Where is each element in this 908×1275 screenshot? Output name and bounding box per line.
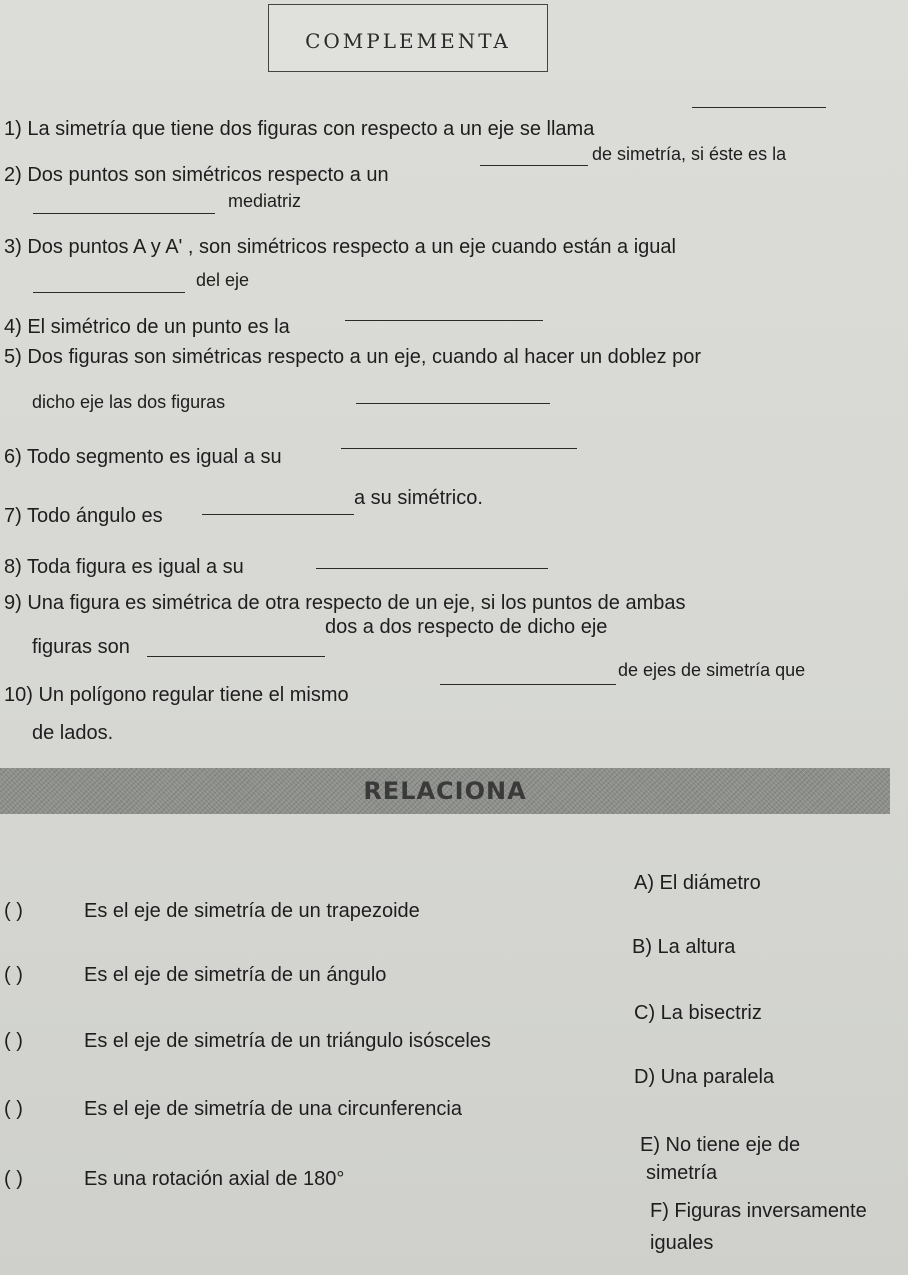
question-2-text-b: de simetría, si éste es la: [592, 144, 787, 164]
question-2-blank-2[interactable]: [33, 213, 215, 214]
answer-paren-1[interactable]: ( ): [4, 900, 23, 922]
match-item-2: Es el eje de simetría de un ángulo: [84, 964, 387, 986]
question-6-blank[interactable]: [341, 448, 577, 449]
relaciona-header: [0, 768, 890, 814]
match-item-4: Es el eje de simetría de una circunferencia: [84, 1098, 462, 1120]
question-7-text-b: a su simétrico.: [354, 487, 483, 509]
question-3-blank[interactable]: [33, 292, 185, 293]
match-item-1: Es el eje de simetría de un trapezoide: [84, 900, 420, 922]
option-f-line-2: iguales: [650, 1232, 714, 1254]
answer-paren-3[interactable]: ( ): [4, 1030, 23, 1052]
question-4-blank[interactable]: [345, 320, 543, 321]
question-9-text-b: figuras son: [32, 636, 130, 658]
question-9-blank[interactable]: [147, 656, 325, 657]
question-5-blank[interactable]: [356, 403, 550, 404]
question-10-text-c: de lados.: [32, 722, 114, 744]
answer-paren-2[interactable]: ( ): [4, 964, 23, 986]
question-3-text-a: 3) Dos puntos A y A' , son simétricos respecto a un eje cuando están a igual: [4, 236, 676, 258]
question-5-text-b: dicho eje las dos figuras: [32, 392, 226, 412]
answer-paren-5[interactable]: ( ): [4, 1168, 23, 1190]
page-title-text: complementa: [305, 21, 511, 55]
question-9-text-c: dos a dos respecto de dicho eje: [325, 616, 608, 638]
option-e-line-2: simetría: [646, 1162, 718, 1184]
question-10-text-b: de ejes de simetría que: [618, 660, 806, 680]
option-f-line-1: F) Figuras inversamente: [650, 1200, 867, 1222]
option-a: A) El diámetro: [634, 872, 761, 894]
option-c: C) La bisectriz: [634, 1002, 762, 1024]
question-3-text-b: del eje: [196, 270, 250, 290]
question-5-text-a: 5) Dos figuras son simétricas respecto a un eje, cuando al hacer un doblez por: [4, 346, 702, 368]
question-1-blank[interactable]: [692, 107, 826, 108]
option-e-line-1: E) No tiene eje de: [640, 1134, 801, 1156]
option-b: B) La altura: [632, 936, 736, 958]
match-item-3: Es el eje de simetría de un triángulo isósceles: [84, 1030, 491, 1052]
question-2-text-a: 2) Dos puntos son simétricos respecto a un: [4, 164, 389, 186]
question-8-text: 8) Toda figura es igual a su: [4, 556, 244, 578]
answer-paren-4[interactable]: ( ): [4, 1098, 23, 1120]
question-7-text-a: 7) Todo ángulo es: [4, 505, 163, 527]
question-10-blank[interactable]: [440, 684, 616, 685]
match-item-5: Es una rotación axial de 180°: [84, 1168, 345, 1190]
question-1-text: 1) La simetría que tiene dos figuras con respecto a un eje se llama: [4, 118, 595, 140]
question-8-blank[interactable]: [316, 568, 548, 569]
option-d: D) Una paralela: [634, 1066, 775, 1088]
question-2-blank-1[interactable]: [480, 165, 588, 166]
question-7-blank[interactable]: [202, 514, 354, 515]
question-6-text: 6) Todo segmento es igual a su: [4, 446, 282, 468]
page-title: [268, 4, 548, 72]
question-2-text-c: mediatriz: [228, 191, 302, 211]
question-4-text: 4) El simétrico de un punto es la: [4, 316, 290, 338]
question-9-text-a: 9) Una figura es simétrica de otra respecto de un eje, si los puntos de ambas: [4, 592, 686, 614]
question-10-text-a: 10) Un polígono regular tiene el mismo: [4, 684, 349, 706]
relaciona-heading: RELACIONA: [363, 777, 527, 805]
